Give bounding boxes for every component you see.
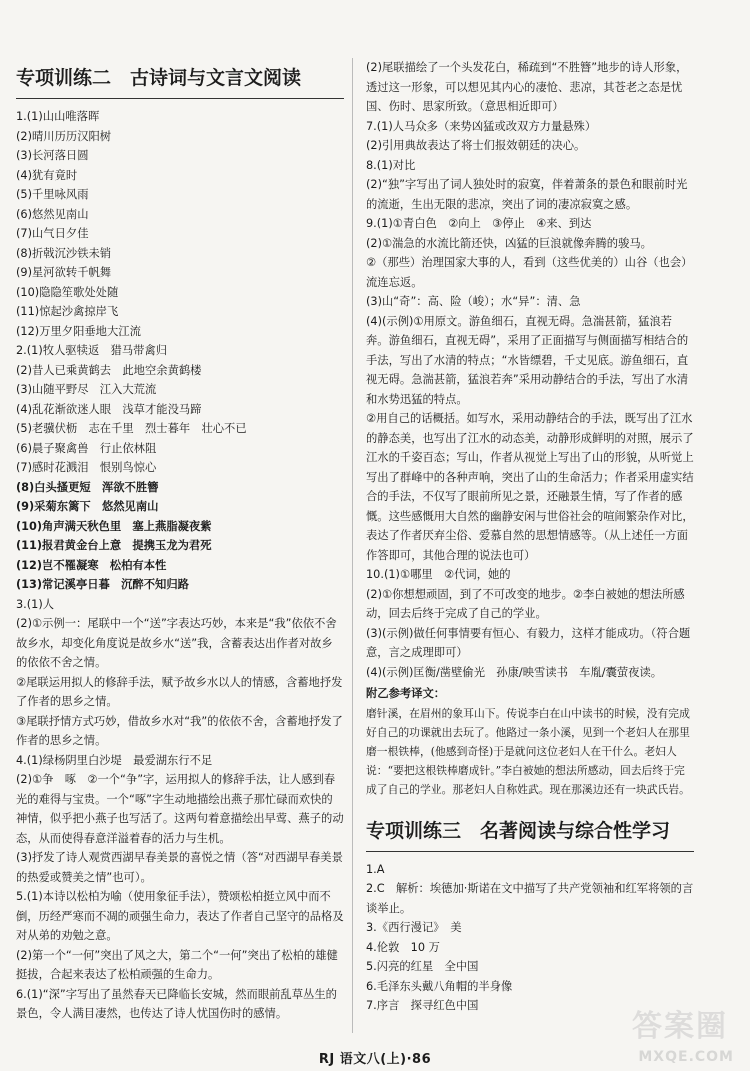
- answer-line: (13)常记溪亭日暮 沉醉不知归路: [16, 578, 189, 591]
- right-column: [366, 58, 694, 1016]
- answer-line: (3)长河落日圆: [16, 149, 89, 162]
- section-title-training-two: 专项训练二 古诗词与文言文阅读: [16, 58, 344, 99]
- answer-line: (2)①湍急的水流比箭还快，凶猛的巨浪就像奔腾的骏马。: [366, 236, 652, 250]
- answer-line: (2)①争 啄 ②一个“争”字，运用拟人的修辞手法，让人感到春光的难得与宝贵。一个“啄”字生动地描绘出燕子那忙碌而欢快的神情，似乎把小燕子也写活了。这两句着意描绘出早莺、燕子的动态，从而使得春意洋溢着春的活力与生机。: [16, 773, 344, 845]
- answer-line: (9)采菊东篱下 悠然见南山: [16, 500, 159, 513]
- answer-line: 3.《西行漫记》 美: [366, 921, 462, 934]
- answer-line: (2)“独”字写出了词人独处时的寂寞，伴着萧条的景色和眼前时光的流逝，生出无限的悲凉，突出了词的凄凉寂寞之感。: [366, 178, 688, 211]
- answer-line: 9.(1)①青白色 ②向上 ③停止 ④来、到达: [366, 217, 592, 230]
- answer-line: (6)晨子聚禽兽 行止依林阻: [16, 441, 157, 455]
- section-title-training-three: 专项训练三 名著阅读与综合性学习: [366, 811, 694, 852]
- answer-line: ②（那些）治理国家大事的人，看到（这些优美的）山谷（也会）流连忘返。: [366, 256, 693, 289]
- answer-line: (3)抒发了诗人观赏西湖早春美景的喜悦之情（答“对西湖早春美景的热爱或赞美之情”也可）。: [16, 851, 343, 884]
- right-answers: [366, 58, 694, 682]
- answer-line: 4.伦敦 10 万: [366, 940, 440, 954]
- answer-line: (4)(示例)①用原文。游鱼细石，直视无碍。急湍甚箭，猛浪若奔。游鱼细石，直视无碍”，采用了正面描写与侧面描写相结合的手法，写出了水清的特点；“水皆缥碧，千丈见底。游鱼细石，直视无碍。急湍甚箭，猛浪若奔”采用动静结合的手法，写出了水清和水势迅猛的特点。: [366, 314, 689, 406]
- answer-line: (9)星河欲转千帆舞: [16, 266, 112, 279]
- answer-line: 8.(1)对比: [366, 158, 416, 172]
- answer-line: (2)①示例一：尾联中一个“送”字表达巧妙，本来是“我”依依不舍故乡水，却变化角度说是故乡水“送”我，含蓄表达出作者对故乡的依依不舍之情。: [16, 617, 337, 669]
- answer-line: ②用自己的话概括。如写水，采用动静结合的手法，既写出了江水的静态美，也写出了江水的动态美，动静形成鲜明的对照，展示了江水的千姿百态；写山，作者从视觉上写出了山的形貌，从听觉上写出了群峰中的各种声响，突出了山的生命活力；作者采用虚实结合的手法，不仅写了眼前所见之景，还融景生情，写了作者的感慨。这些感慨用大自然的幽静安闲与世俗社会的喧闹繁杂作对比，表达了作者厌弃尘俗、爱慕自然的思想情感等。（从上述任一方面作答即可，其他合理的说法也可）: [366, 412, 694, 562]
- answer-line: (4)犹有竟时: [16, 168, 78, 182]
- answer-line: (8)折戟沉沙铁未销: [16, 246, 112, 260]
- answer-line: 3.(1)人: [16, 597, 55, 611]
- answer-line: (2)晴川历历汉阳树: [16, 129, 112, 143]
- watermark-logo: [590, 1009, 740, 1065]
- answer-line: 7.(1)人马众多（来势凶猛或改双方力量悬殊）: [366, 119, 597, 133]
- answer-line: (12)万里夕阳垂地大江流: [16, 324, 141, 338]
- answer-line: (4)(示例)匡衡/凿壁偷光 孙康/映雪读书 车胤/囊萤夜读。: [366, 665, 663, 679]
- answer-line: 2.(1)牧人驱犊返 猎马带禽归: [16, 344, 168, 357]
- watermark-url: MXQE.COM: [638, 1049, 734, 1065]
- answer-line: (4)乱花渐欲迷人眼 浅草才能没马蹄: [16, 402, 202, 416]
- answer-line: 6.毛泽东头戴八角帽的半身像: [366, 979, 513, 993]
- answer-line: (2)昔人已乘黄鹤去 此地空余黄鹤楼: [16, 363, 202, 377]
- answer-line: (7)山气日夕佳: [16, 227, 89, 240]
- answer-line: (8)白头搔更短 浑欲不胜簪: [16, 480, 159, 494]
- left-column: [16, 58, 344, 1024]
- answer-line: 5.闪亮的红星 全中国: [366, 960, 479, 973]
- answer-line: 1.A: [366, 862, 385, 876]
- answer-line: (3)(示例)做任何事情要有恒心、有毅力，这样才能成功。（符合题意，言之成理即可）: [366, 626, 691, 659]
- left-answers: [16, 107, 344, 1024]
- reference-translation-text: 磨针溪，在眉州的象耳山下。传说李白在山中读书的时候，没有完成好自己的功课就出去玩了。他路过一条小溪，见到一个老妇人在那里磨一根铁棒，(他感到奇怪)于是就问这位老妇人在干什么。老妇人说：“要把这根铁棒磨成针。”李白被她的想法所感动，回去后终于完成了自己的学业。那老妇人自称姓武。现在那溪边还有一块武氏岩。: [366, 706, 690, 796]
- answer-line: 6.(1)“深”字写出了虽然春天已降临长安城，然而眼前乱草丛生的景色，令人满目凄然，也传达了诗人忧国伤时的感情。: [16, 987, 337, 1020]
- answer-line: (7)感时花溅泪 恨别鸟惊心: [16, 461, 157, 474]
- answer-line: 1.(1)山山唯落晖: [16, 110, 100, 123]
- answer-line: (11)惊起沙禽掠岸飞: [16, 305, 119, 318]
- answer-line: (10)角声满天秋色里 塞上燕脂凝夜紫: [16, 519, 212, 533]
- answer-line: ②尾联运用拟人的修辞手法，赋予故乡水以人的情感，含蓄地抒发了作者的思乡之情。: [16, 675, 343, 708]
- answer-line: 5.(1)本诗以松柏为喻（使用象征手法），赞颂松柏挺立风中而不倒，历经严寒而不凋的顽强生命力，表达了作者自己坚守的品格及对从弟的劝勉之意。: [16, 890, 344, 942]
- answer-line: (12)岂不罹凝寒 松柏有本性: [16, 558, 167, 572]
- answer-line: (3)山随平野尽 江入大荒流: [16, 383, 157, 396]
- answer-line: (2)尾联描绘了一个头发花白，稀疏到“不胜簪”地步的诗人形象，透过这一形象，可以想见其内心的凄怆、悲凉，其苍老之态是忧国、伤时、思家所致。（意思相近即可）: [366, 61, 688, 113]
- answer-line: (3)山“奇”：高、险（峻）；水“异”：清、急: [366, 295, 581, 308]
- answer-line: (2)引用典故表达了将士们报效朝廷的决心。: [366, 139, 586, 152]
- answer-line: (10)隐隐笙歌处处随: [16, 285, 119, 299]
- answer-line: (2)①你想想顽固，到了不可改变的地步。②李白被她的想法所感动，回去后终于完成了自己的学业。: [366, 587, 685, 620]
- right-answers-section-three: [366, 860, 694, 1016]
- answer-line: 4.(1)绿杨阴里白沙堤 最爱湖东行不足: [16, 753, 213, 767]
- answer-line: ③尾联抒情方式巧妙，借故乡水对“我”的依依不舍，含蓄地抒发了作者的思乡之情。: [16, 714, 343, 747]
- reference-translation-title: 附乙参考译文：: [366, 687, 446, 700]
- watermark-text: 答案圈: [632, 1009, 728, 1044]
- answer-line: (5)千里咏风雨: [16, 188, 89, 201]
- answer-line: 7.序言 探寻红色中国: [366, 999, 479, 1012]
- answer-line: (11)报君黄金台上意 提携玉龙为君死: [16, 539, 212, 552]
- answer-line: 10.(1)①哪里 ②代词，她的: [366, 568, 511, 581]
- answer-line: (5)老骥伏枥 志在千里 烈士暮年 壮心不已: [16, 422, 247, 435]
- page-footer: RJ 语文八(上)·86: [318, 1052, 432, 1067]
- answer-line: (6)悠然见南山: [16, 207, 89, 221]
- answer-line: 2.C 解析：埃德加·斯诺在文中描写了共产党领袖和红军将领的言谈举止。: [366, 882, 694, 915]
- answer-line: (2)第一个“一何”突出了风之大，第二个“一何”突出了松柏的雄健挺拔，合起来表达了松柏顽强的生命力。: [16, 948, 338, 981]
- column-divider: [352, 58, 353, 1033]
